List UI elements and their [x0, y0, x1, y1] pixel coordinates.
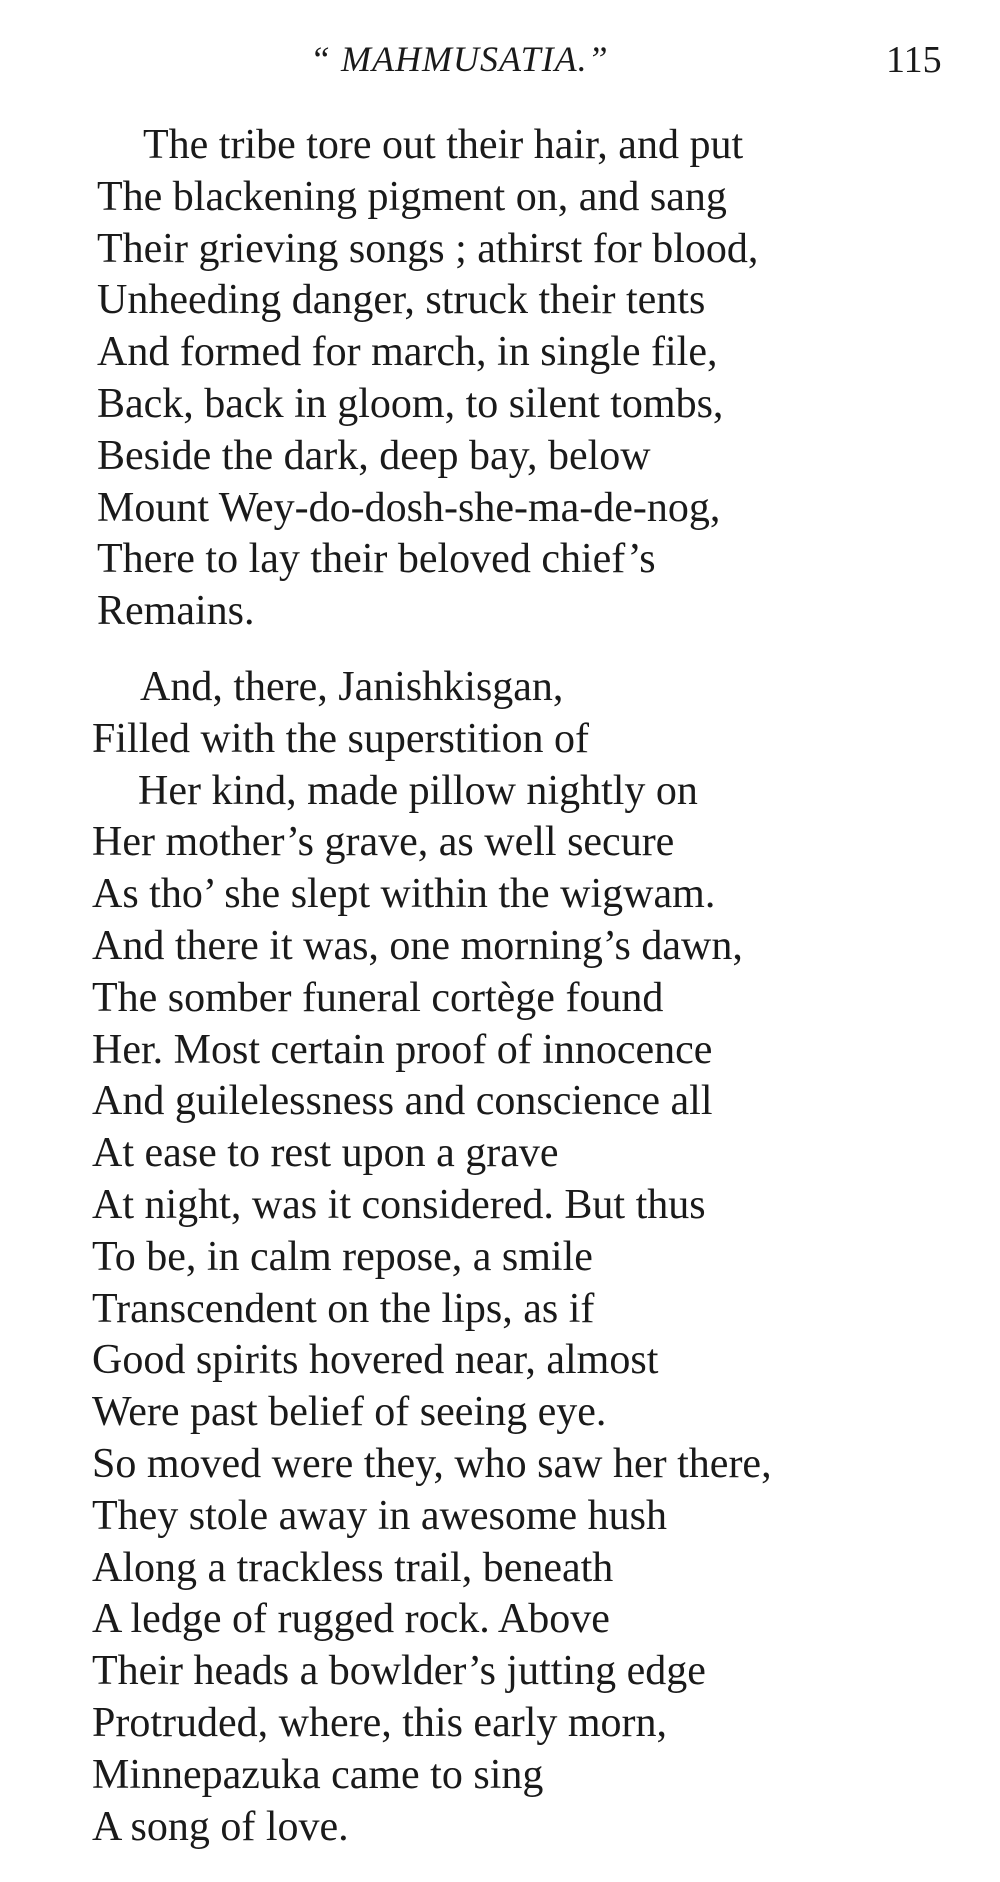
poem-line: There to lay their beloved chief’s: [97, 536, 656, 583]
poem-line: Unheeding danger, struck their tents: [97, 277, 706, 324]
poem-line: They stole away in awesome hush: [92, 1492, 668, 1539]
poem-line: Mount Wey-do-dosh-she-ma-de-nog,: [97, 484, 721, 531]
poem-line: Their heads a bowlder’s jutting edge: [92, 1648, 706, 1695]
poem-line: A ledge of rugged rock. Above: [92, 1596, 610, 1643]
poem-line: Her mother’s grave, as well secure: [92, 819, 675, 866]
poem-line: Her kind, made pillow nightly on: [138, 767, 698, 814]
stanza-1: [97, 120, 1000, 638]
poem-line: At ease to rest upon a grave: [92, 1130, 559, 1177]
poem-line: As tho’ she slept within the wigwam.: [92, 871, 716, 918]
poem-line: The somber funeral cortège found: [92, 974, 664, 1021]
poem-line: The tribe tore out their hair, and put: [143, 122, 744, 168]
poem-line: Good spirits hovered near, almost: [92, 1337, 659, 1384]
poem-line: And guilelessness and conscience all: [92, 1078, 713, 1125]
poem-line: Were past belief of seeing eye.: [92, 1389, 607, 1436]
poem-line: Her. Most certain proof of innocence: [92, 1026, 713, 1073]
poem-line: Back, back in gloom, to silent tombs,: [97, 380, 724, 427]
poem-line: And formed for march, in single file,: [97, 329, 718, 376]
stanza-2: [92, 662, 1000, 1853]
poem-line: Filled with the superstition of: [92, 715, 589, 762]
poem-line: And, there, Janishkisgan,: [140, 664, 564, 710]
poem-line: Along a trackless trail, beneath: [92, 1544, 614, 1591]
poem-line: To be, in calm repose, a smile: [92, 1233, 593, 1280]
poem-line: Protruded, where, this early morn,: [92, 1699, 668, 1746]
poem-line: At night, was it considered. But thus: [92, 1181, 706, 1228]
poem-line: The blackening pigment on, and sang: [97, 173, 727, 220]
running-head: [0, 38, 1000, 86]
page-number: 115: [886, 39, 942, 81]
running-title: “ MAHMUSATIA.”: [310, 39, 609, 79]
poem-line: Minnepazuka came to sing: [92, 1751, 544, 1798]
poem-line: Beside the dark, deep bay, below: [97, 432, 651, 479]
poem-line: So moved were they, who saw her there,: [92, 1440, 772, 1487]
poem-line: Remains.: [97, 588, 255, 635]
poem-line: Transcendent on the lips, as if: [92, 1285, 595, 1332]
poem-line: A song of love.: [92, 1803, 349, 1850]
poem-line: And there it was, one morning’s dawn,: [92, 922, 743, 969]
poem-line: Their grieving songs ; athirst for blood,: [97, 225, 759, 272]
